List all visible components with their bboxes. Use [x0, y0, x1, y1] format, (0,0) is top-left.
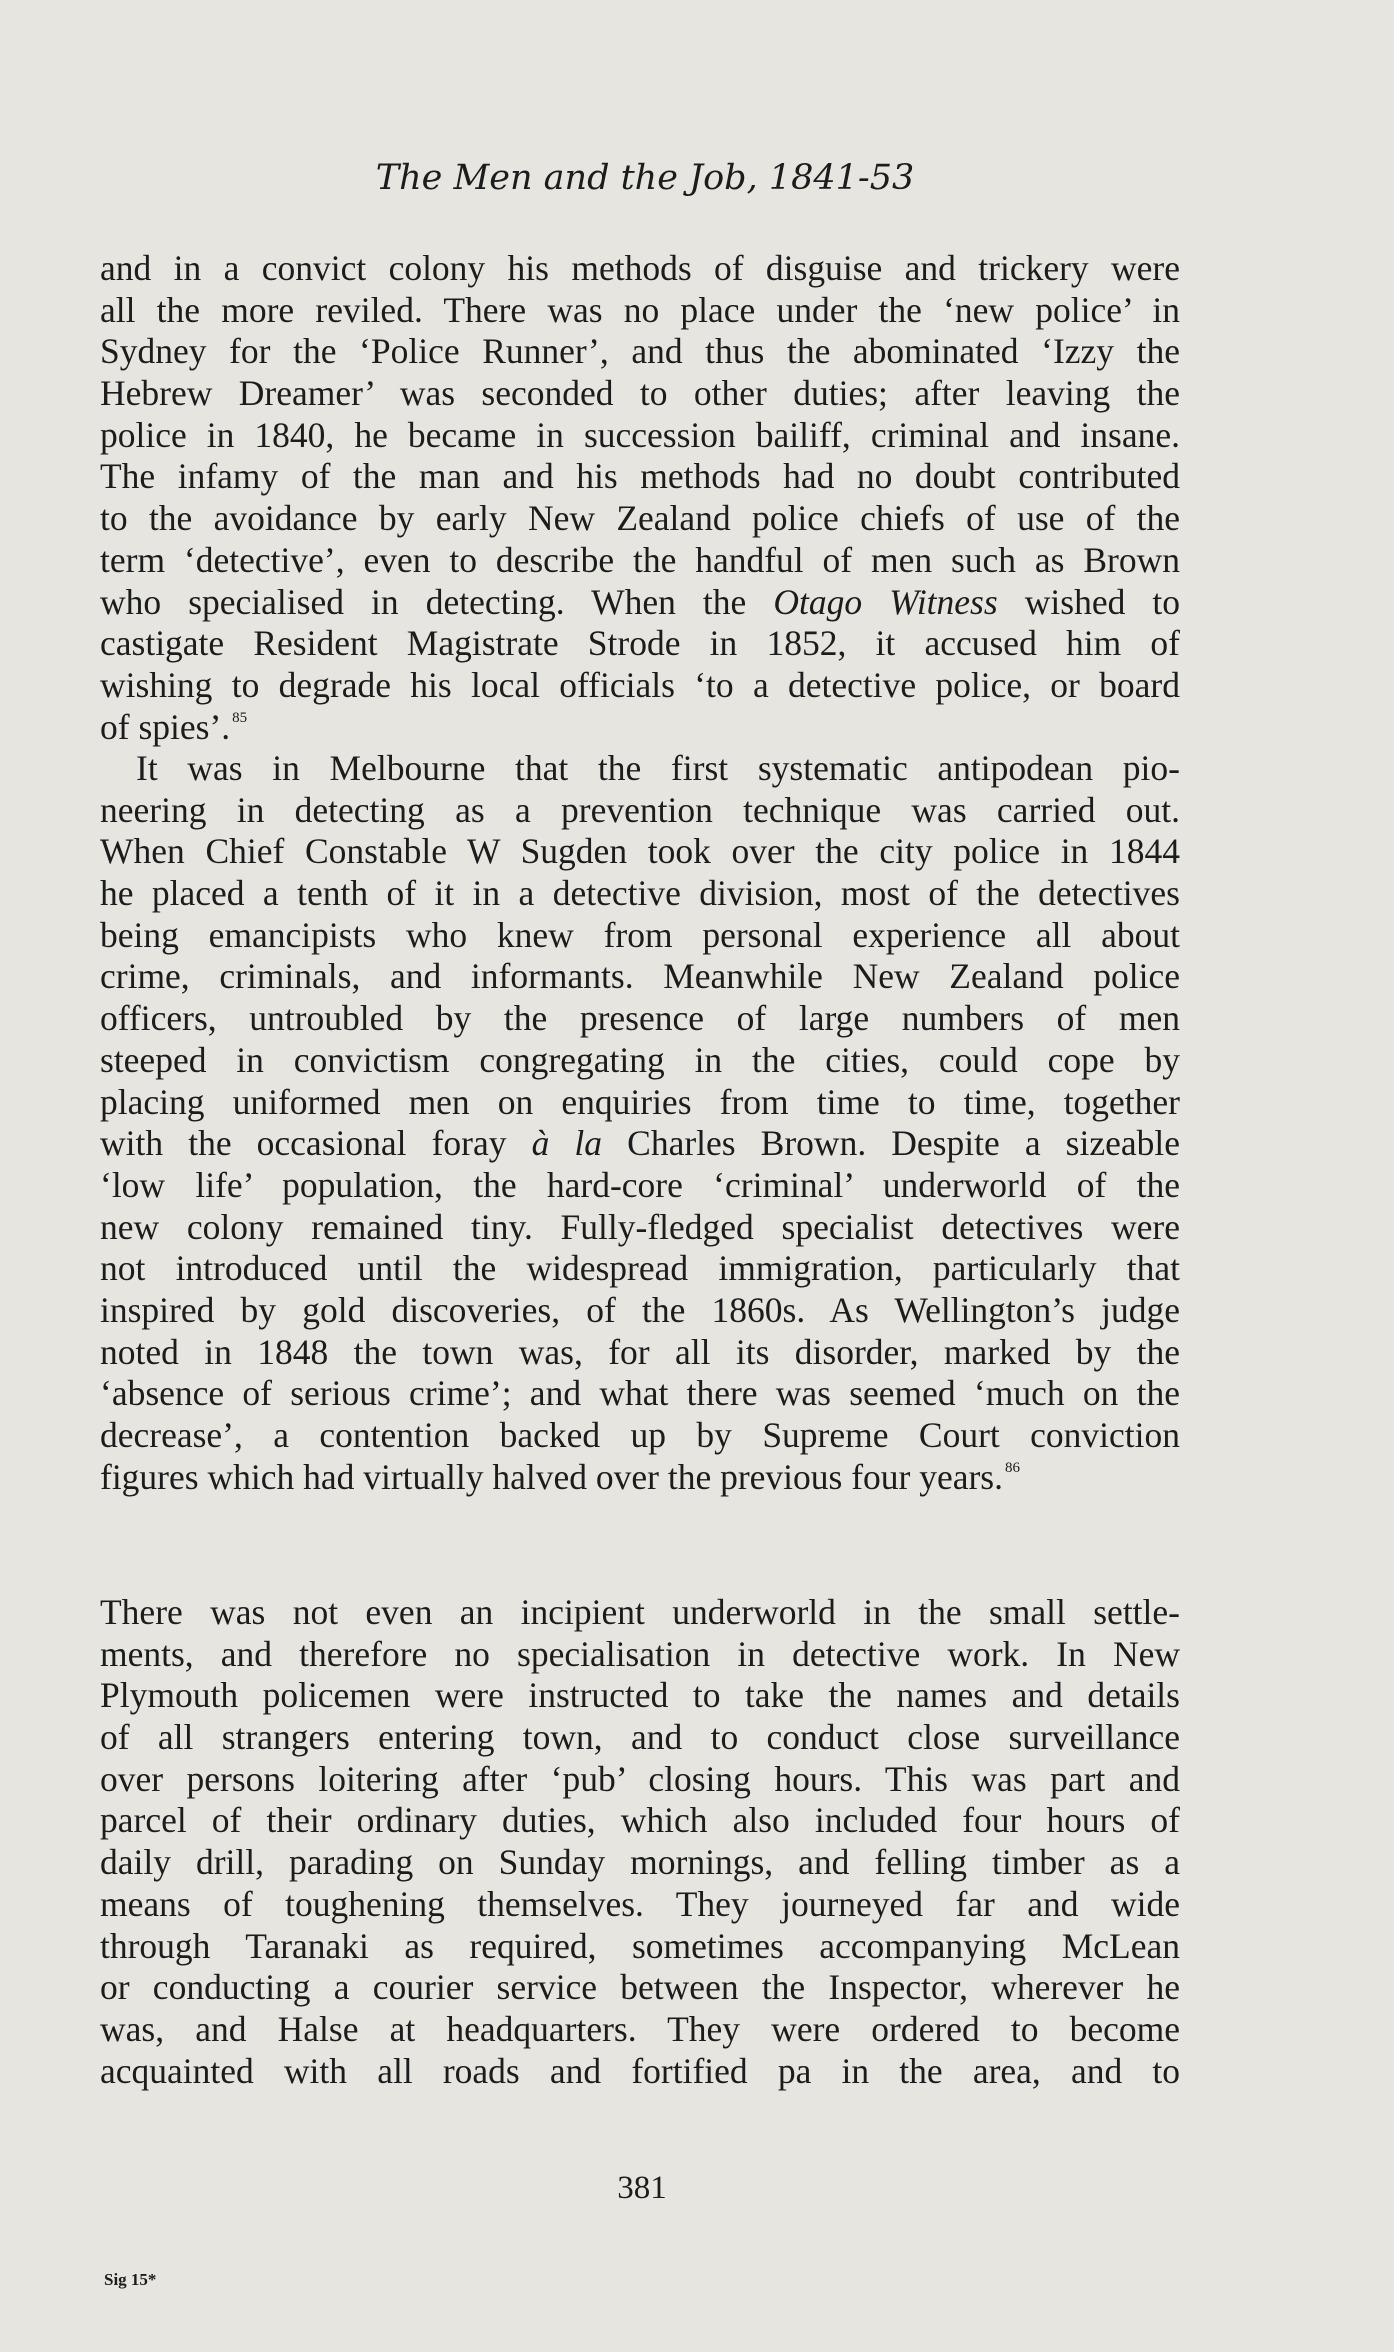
text-line: to the avoidance by early New Zealand police chiefs of use of the	[100, 498, 1180, 539]
text-line: being emancipists who knew from personal experience all about	[100, 914, 1180, 955]
text-line: or conducting a courier service between the Inspector, wherever he	[100, 1967, 1180, 2008]
text-line: parcel of their ordinary duties, which also included four hours of	[100, 1800, 1180, 1841]
paragraph-2	[100, 748, 1180, 1498]
text-line: acquainted with all roads and fortified pa in the area, and to	[100, 2050, 1180, 2091]
paragraph-3	[100, 1592, 1180, 2092]
text-line	[100, 1457, 1180, 1499]
text-line: and in a convict colony his methods of disguise and trickery were	[100, 248, 1180, 288]
text-segment: wished to	[1024, 581, 1180, 622]
text-line: It was in Melbourne that the first systematic antipodean pio-	[136, 748, 1180, 788]
italic-title: Otago Witness	[773, 581, 998, 622]
text-line: wishing to degrade his local officials ‘to a detective police, or board	[100, 664, 1180, 705]
text-segment: of spies’.	[100, 706, 231, 747]
text-line: he placed a tenth of it in a detective division, most of the detectives	[100, 873, 1180, 914]
text-line: The infamy of the man and his methods had no doubt contributed	[100, 456, 1180, 497]
text-line: decrease’, a contention backed up by Supreme Court conviction	[100, 1415, 1180, 1455]
text-line	[100, 582, 1180, 624]
text-line	[100, 707, 1180, 749]
text-segment: who specialised in detecting. When the	[100, 581, 747, 622]
text-line: steeped in convictism congregating in the cities, could cope by	[100, 1039, 1180, 1080]
text-line: new colony remained tiny. Fully-fledged specialist detectives were	[100, 1206, 1180, 1247]
paragraph-1	[100, 248, 1180, 748]
text-line: There was not even an incipient underworld in the small settle-	[100, 1592, 1180, 1632]
text-line: officers, untroubled by the presence of large numbers of men	[100, 998, 1180, 1039]
text-line: Hebrew Dreamer’ was seconded to other duties; after leaving the	[100, 373, 1180, 414]
text-line: inspired by gold discoveries, of the 1860s. As Wellington’s judge	[100, 1289, 1180, 1330]
text-line: Sydney for the ‘Police Runner’, and thus the abominated ‘Izzy the	[100, 331, 1180, 372]
text-line: means of toughening themselves. They journeyed far and wide	[100, 1883, 1180, 1924]
text-line: was, and Halse at headquarters. They were ordered to become	[100, 2008, 1180, 2049]
footnote-marker: 86	[1005, 1459, 1020, 1476]
footnote-marker: 85	[232, 709, 248, 726]
signature-mark: Sig 15*	[104, 2270, 157, 2289]
running-head: The Men and the Job, 1841-53	[375, 158, 915, 198]
text-line: all the more reviled. There was no place under the ‘new police’ in	[100, 289, 1180, 330]
text-line: ‘absence of serious crime’; and what there was seemed ‘much on the	[100, 1373, 1180, 1414]
text-line: noted in 1848 the town was, for all its disorder, marked by the	[100, 1331, 1180, 1372]
text-line: When Chief Constable W Sugden took over the city police in 1844	[100, 831, 1180, 872]
text-line: daily drill, parading on Sunday mornings, and felling timber as a	[100, 1842, 1180, 1883]
text-line: placing uniformed men on enquiries from time to time, together	[100, 1081, 1180, 1122]
text-line: of all strangers entering town, and to conduct close surveillance	[100, 1717, 1180, 1758]
text-line: castigate Resident Magistrate Strode in 1852, it accused him of	[100, 623, 1180, 664]
text-line: term ‘detective’, even to describe the handful of men such as Brown	[100, 539, 1180, 580]
text-line	[100, 1123, 1180, 1165]
text-line: not introduced until the widespread immigration, particularly that	[100, 1248, 1180, 1289]
text-line: police in 1840, he became in succession bailiff, criminal and insane.	[100, 414, 1180, 455]
text-line: over persons loitering after ‘pub’ closing hours. This was part and	[100, 1758, 1180, 1799]
text-segment: with the occasional foray	[100, 1123, 507, 1164]
text-line: Plymouth policemen were instructed to take the names and details	[100, 1675, 1180, 1716]
page-number: 381	[617, 2170, 667, 2206]
text-line: neering in detecting as a prevention technique was carried out.	[100, 789, 1180, 830]
text-line: through Taranaki as required, sometimes accompanying McLean	[100, 1925, 1180, 1966]
text-line: ‘low life’ population, the hard-core ‘criminal’ underworld of the	[100, 1164, 1180, 1205]
text-line: ments, and therefore no specialisation in detective work. In New	[100, 1633, 1180, 1674]
text-segment: Charles Brown. Despite a sizeable	[627, 1123, 1180, 1164]
italic-phrase: à la	[531, 1123, 603, 1164]
text-line: crime, criminals, and informants. Meanwhile New Zealand police	[100, 956, 1180, 997]
text-segment: figures which had virtually halved over the previous four years.	[100, 1456, 1003, 1497]
